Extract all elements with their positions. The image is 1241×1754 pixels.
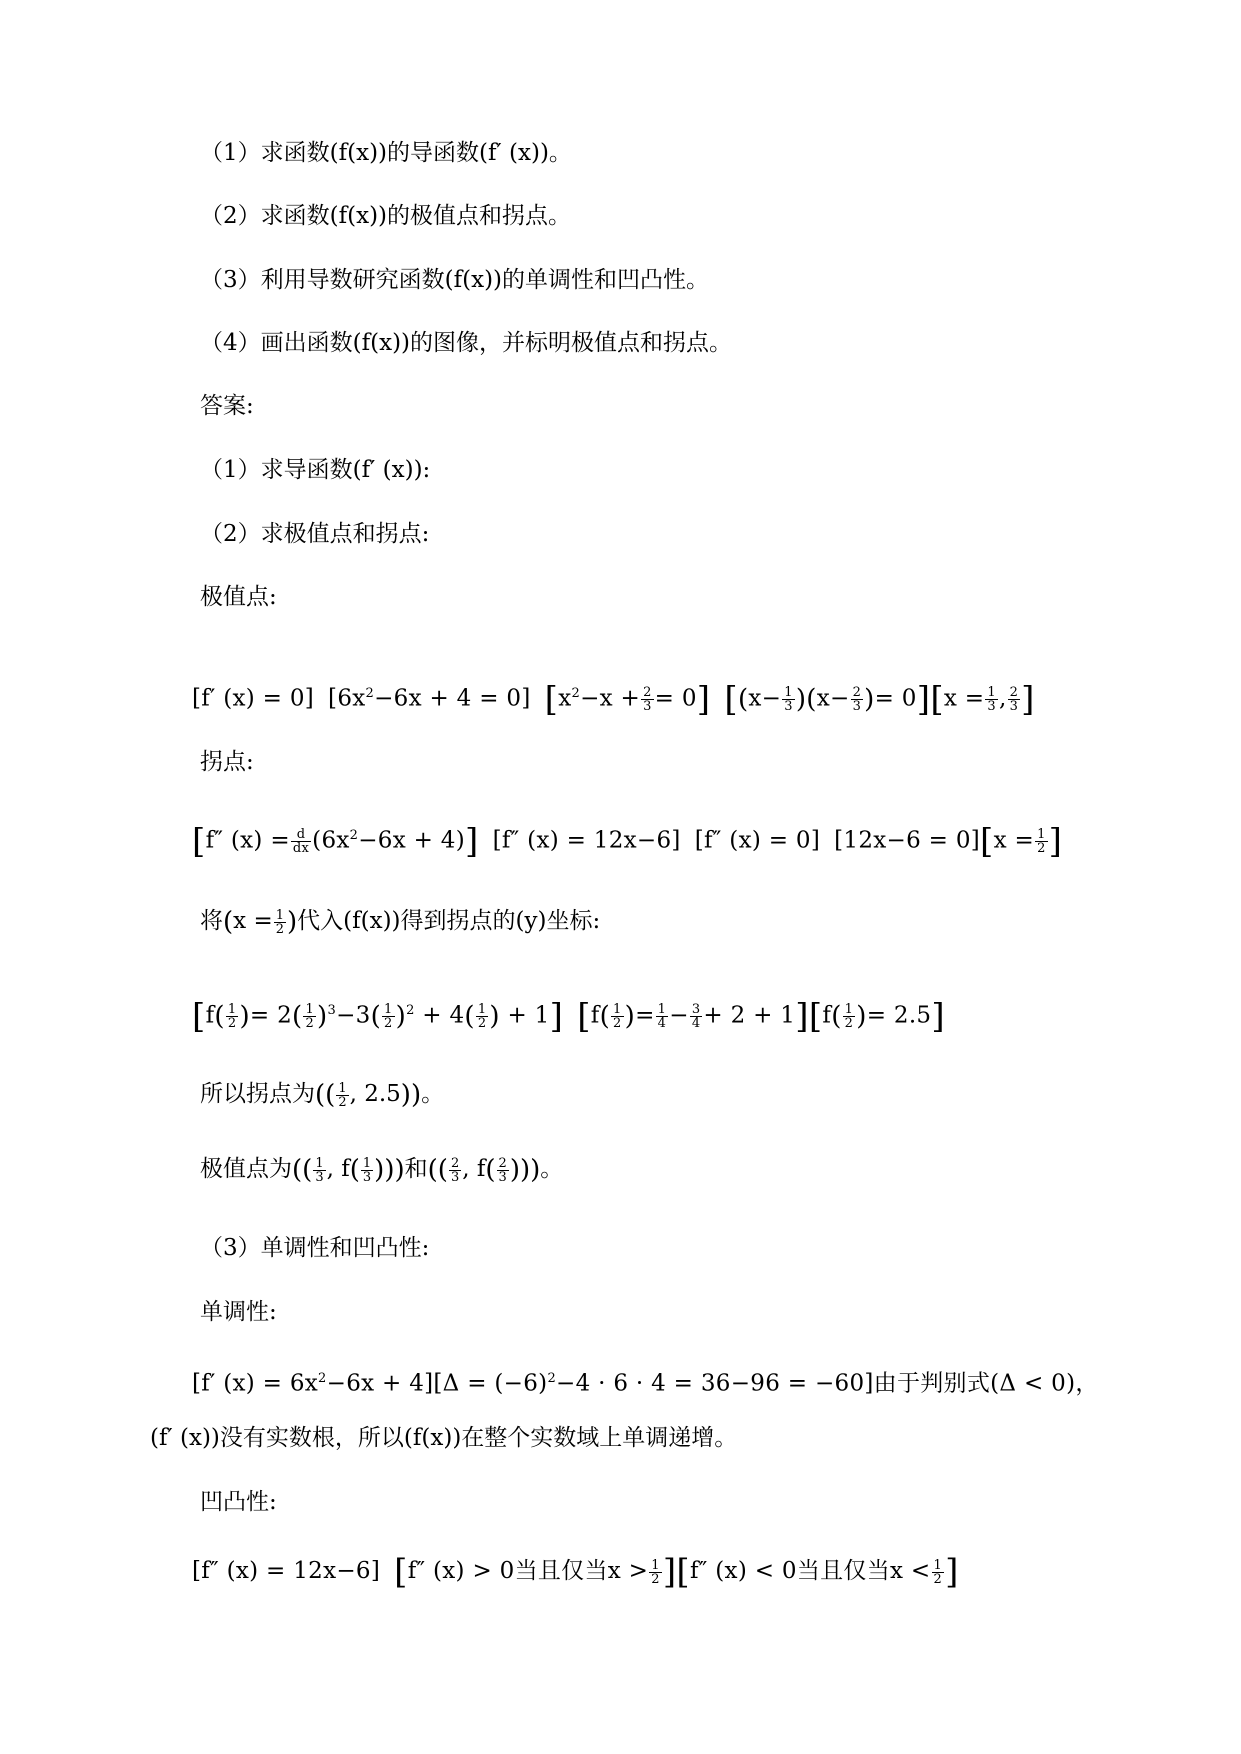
question-1: （1）求函数(f(x))的导函数(f′ (x))。 bbox=[200, 140, 572, 166]
substitute-line: 将(x = $\frac{1}{2}$ )代入(f(x))得到拐点的(y)坐标: bbox=[200, 907, 601, 937]
question-4: （4）画出函数(f(x))的图像，并标明极值点和拐点。 bbox=[200, 330, 733, 356]
answer-3: （3）单调性和凹凸性: bbox=[200, 1235, 430, 1261]
answer-2: （2）求极值点和拐点: bbox=[200, 521, 430, 547]
question-2: （2）求函数(f(x))的极值点和拐点。 bbox=[200, 203, 572, 229]
monotonic-conclusion: (f′ (x))没有实数根，所以(f(x))在整个实数域上单调递增。 bbox=[150, 1425, 738, 1451]
inflection-heading: 拐点: bbox=[200, 749, 254, 775]
question-3: （3）利用导数研究函数(f(x))的单调性和凹凸性。 bbox=[200, 267, 710, 293]
monotonic-equations: [f′ $(x) = 6x^2-6x + 4][\Delta = (-6)^2-4 \cdot 6 \cdot 4 = 36-96 = -60]$由于判别式(Δ < 0)， bbox=[192, 1370, 1099, 1397]
monotonic-heading: 单调性: bbox=[200, 1299, 277, 1325]
extremum-equations: [f′ (x) = 0] $[6x^2-6x + 4 = 0] [x^2-x$ + $\frac{2}{3}$ = 0] [(x− $\frac{1}{3}$ )(x− $\frac{2}{3}$ )= 0][x = $\frac{1}{3}$ , $\frac{2}{3}$ ] bbox=[192, 679, 1035, 720]
inflection-result: 所以拐点为(( $\frac{1}{2}$ , 2.5))。 bbox=[200, 1080, 445, 1110]
f-half-equations: [f( $\frac{1}{2}$ )= 2( $\frac{1}{2}$ )$^3$−3( $\frac{1}{2}$ )$^2$ + 4( $\frac{1}{2}$ ) + 1] [f( $\frac{1}{2}$ )= $\frac{1}{4}$ − $\frac{3}{4}$ + 2 + 1][f( $\frac{1}{2}$ )= 2.5] bbox=[192, 996, 945, 1037]
answer-heading: 答案: bbox=[200, 393, 254, 419]
concavity-heading: 凹凸性: bbox=[200, 1489, 277, 1515]
extremum-heading: 极值点: bbox=[200, 584, 277, 610]
extremum-result: 极值点为(( $\frac{1}{3}$ , f( $\frac{1}{3}$ )))和(( $\frac{2}{3}$ , f( $\frac{2}{3}$ )))。 bbox=[200, 1155, 564, 1185]
answer-1: （1）求导函数(f′ (x)): bbox=[200, 457, 431, 483]
concavity-equations: [f″ (x) = 12x−6] [f″ (x) > 0当且仅当x > $\frac{1}{2}$ ][f″ (x) < 0当且仅当x < $\frac{1}{2}$ ] bbox=[192, 1552, 959, 1592]
inflection-equations: [f″ (x) = $\frac{d}{dx}$ $(6x^2-6x + 4)$] [f″ (x) = 12x−6] [f″ (x) = 0] [12x−6 = 0][x = $\frac{1}{2}$ ] bbox=[192, 821, 1063, 862]
